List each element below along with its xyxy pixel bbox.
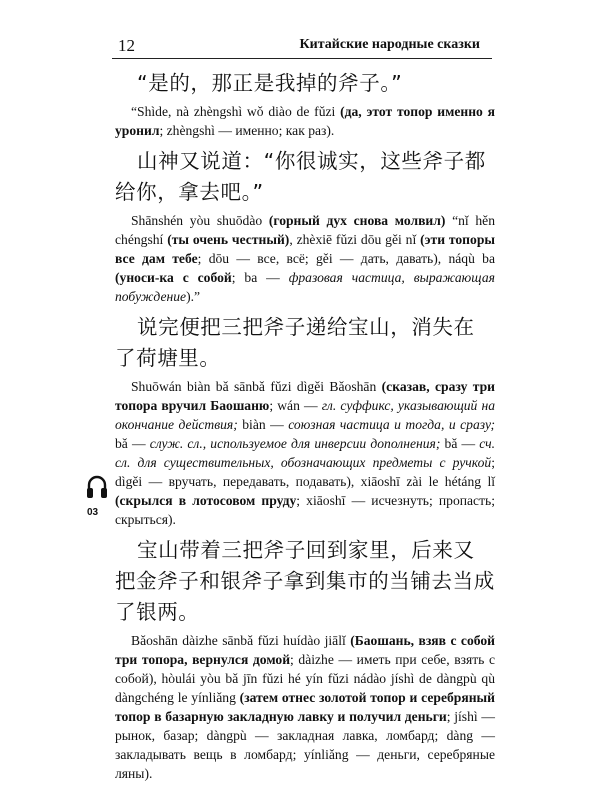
- running-title: Китайские народные сказки: [299, 37, 480, 52]
- gloss-translation: (Баошань, взяв с собой три топора, вернулся домой: [115, 633, 496, 667]
- gloss-paragraph: [115, 211, 495, 306]
- gloss-translation: (горный дух снова молвил): [268, 213, 446, 228]
- gloss-grammar-note: союзная частица и тогда, и сразу;: [288, 417, 495, 432]
- gloss-text: bǎ —: [115, 436, 150, 451]
- gloss-paragraph: [115, 102, 495, 140]
- gloss-text: ; dìgěi — вручать, передавать, подавать), xiāoshī zài le hétáng lǐ: [115, 455, 495, 489]
- gloss-text: biàn —: [237, 417, 289, 432]
- page-header: [112, 34, 492, 59]
- gloss-translation: (уноси-ка с собой: [115, 270, 232, 285]
- gloss-text: bǎ —: [440, 436, 480, 451]
- gloss-translation: (затем отнес золотой топор и серебряный топор в базарную закладную лавку и получил деньги: [115, 690, 495, 724]
- gloss-text: ; ba —: [231, 270, 289, 285]
- gloss-paragraph: [115, 377, 495, 529]
- gloss-text: Bǎoshān dàizhe sānbǎ fǔzi huídào jiālǐ: [131, 633, 351, 648]
- audio-track-number: 03: [87, 507, 99, 518]
- gloss-text: “Shìde, nà zhèngshì wǒ diào de fǔzi: [131, 104, 341, 119]
- gloss-text: ; jíshì — рынок, базар; dàngpù — закладная лавка, ломбард; dàng — закладывать вещь в ломбард; yínliǎng — деньги, серебряные ляны).: [115, 709, 495, 781]
- page-number: 12: [118, 36, 135, 55]
- gloss-translation: (ты очень честный): [167, 232, 290, 247]
- gloss-text: , zhèxiē fǔzi dōu gěi nǐ: [289, 232, 421, 247]
- gloss-text: ; dàizhe — иметь при себе, взять с собой), hòulái yòu bǎ jīn fǔzi hé yín fǔzi nádào jíshì de dàngpù qù dàngchéng le yínliǎng: [115, 652, 495, 705]
- chinese-sentence: 山神又说道：“你很诚实，这些斧子都给你，拿去吧。”: [115, 149, 486, 204]
- page-content: [115, 68, 495, 789]
- gloss-text: “nǐ hěn chéngshí: [115, 213, 495, 247]
- gloss-translation: (скрылся в лотосовом пруду: [115, 493, 297, 508]
- gloss-text: ; dōu — все, всё; gěi — дать, давать), náqù ba: [197, 251, 495, 266]
- chinese-sentence: 说完便把三把斧子递给宝山，消失在了荷塘里。: [115, 315, 475, 370]
- gloss-grammar-note: фразовая частица, выражающая побуждение: [115, 270, 495, 304]
- gloss-paragraph: [115, 631, 495, 783]
- gloss-translation: (эти топоры все дам тебе: [115, 232, 495, 266]
- chinese-sentence: 宝山带着三把斧子回到家里，后来又把金斧子和银斧子拿到集市的当铺去当成了银两。: [115, 538, 495, 624]
- gloss-text: ; xiāoshī — исчезнуть; пропасть; скрыться).: [115, 493, 495, 527]
- gloss-text: Shuōwán biàn bǎ sānbǎ fǔzi dìgěi Bǎoshān: [131, 379, 382, 394]
- gloss-text: Shānshén yòu shuōdào: [131, 213, 269, 228]
- chinese-sentence: “是的，那正是我掉的斧子。”: [137, 71, 403, 95]
- gloss-translation: (да, этот топор именно я уронил: [115, 104, 495, 138]
- gloss-grammar-note: сч. сл. для существительных, обозначающих предметы с ручкой: [115, 436, 495, 470]
- gloss-text: ).”: [186, 289, 201, 304]
- gloss-text: ; wán —: [269, 398, 322, 413]
- gloss-grammar-note: гл. суффикс, указывающий на окончание действия;: [115, 398, 496, 432]
- gloss-translation: (сказав, сразу три топора вручил Баошаню: [115, 379, 496, 413]
- gloss-text: ; zhèngshì — именно; как раз).: [159, 123, 335, 138]
- gloss-grammar-note: служ. сл., используемое для инверсии дополнения;: [149, 436, 441, 451]
